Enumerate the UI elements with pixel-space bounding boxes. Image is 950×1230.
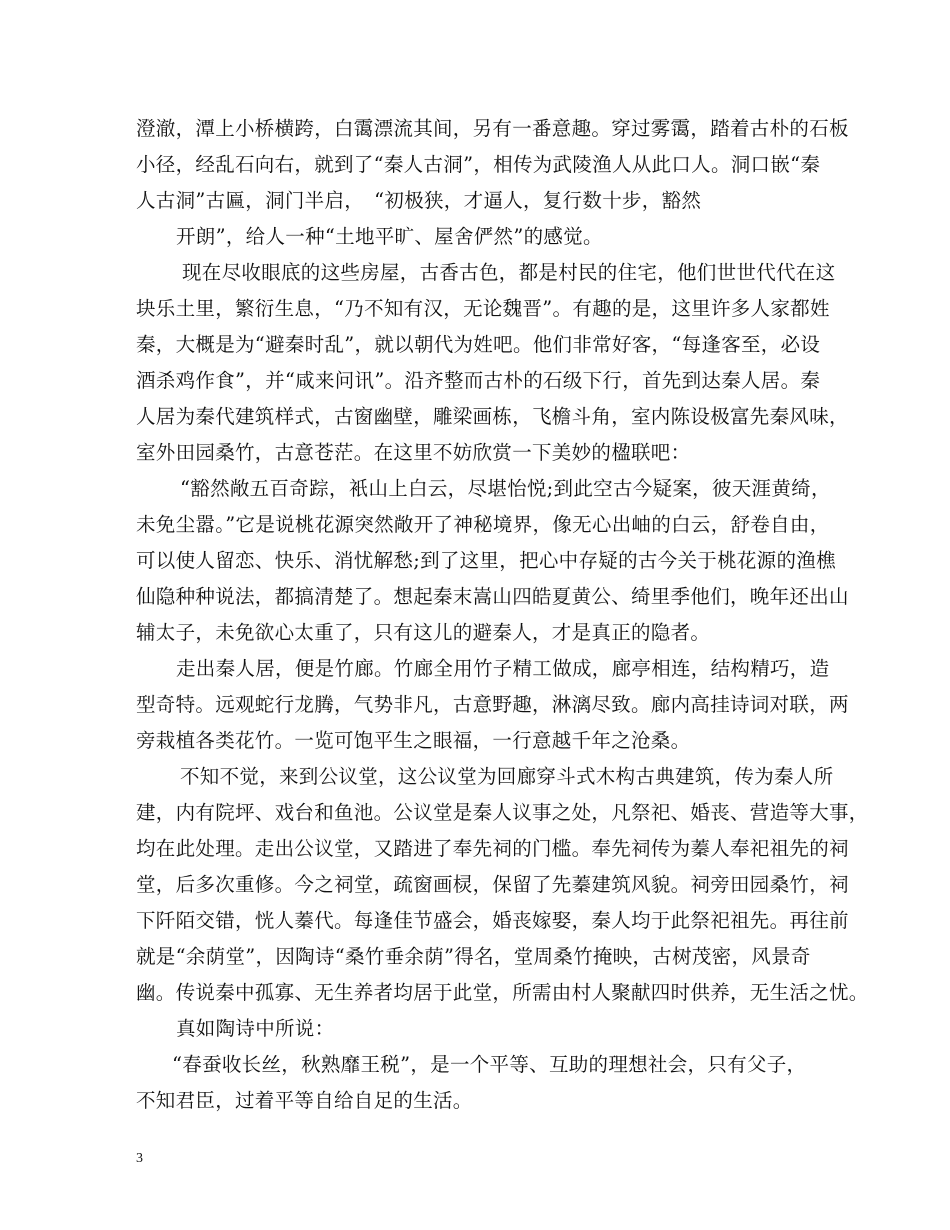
text-line: 不知不觉，来到公议堂，这公议堂为回廊穿斗式木构古典建筑，传为秦人所 [180,765,834,788]
text-line: 就是“余荫堂”，因陶诗“桑竹垂余荫”得名，堂周桑竹掩映，古树茂密，风景奇 [136,945,811,968]
text-line: 酒杀鸡作食”，并“咸来问讯”。沿齐整而古朴的石级下行，首先到达秦人居。秦 [136,369,821,392]
text-line: 可以使人留恋、快乐、消忧解愁;到了这里，把心中存疑的古今关于桃花源的渔樵 [136,549,836,572]
text-line: 秦，大概是为“避秦时乱”，就以朝代为姓吧。他们非常好客，“每逢客至，必设 [136,333,821,356]
text-line: 室外田园桑竹，古意苍茫。在这里不妨欣赏一下美妙的楹联吧： [136,441,691,464]
text-line: 旁栽植各类花竹。一览可饱平生之眼福，一行意越千年之沧桑。 [136,729,691,752]
text-line: 未免尘嚣。”它是说桃花源突然敞开了神秘境界，像无心出岫的白云，舒卷自由， [136,513,830,536]
text-line: 现在尽收眼底的这些房屋，古香古色，都是村民的住宅，他们世世代代在这 [182,261,836,284]
text-line: 仙隐种种说法，都搞清楚了。想起秦末嵩山四皓夏黄公、绮里季他们，晚年还出山 [136,585,849,608]
text-line: 澄澈，潭上小桥横跨，白霭漂流其间，另有一番意趣。穿过雾霭，踏着古朴的石板 [136,117,849,140]
text-line: 堂，后多次重修。今之祠堂，疏窗画棂，保留了先蓁建筑风貌。祠旁田园桑竹，祠 [136,873,849,896]
text-line: 下阡陌交错，恍人蓁代。每逢佳节盛会，婚丧嫁娶，秦人均于此祭祀祖先。再往前 [136,909,849,932]
text-line: 块乐土里，繁衍生息，“乃不知有汉，无论魏晋”。有趣的是，这里许多人家都姓 [136,297,830,320]
text-line: 不知君臣，过着平等自给自足的生活。 [136,1089,473,1112]
text-line: 真如陶诗中所说： [176,1017,335,1040]
text-line: “春蚕收长丝，秋熟靡王税”，是一个平等、互助的理想社会，只有父子， [172,1053,807,1076]
text-line: 人古洞”古匾，洞门半启， “初极狭，才逼人，复行数十步，豁然 [136,189,702,212]
text-line: 型奇特。远观蛇行龙腾，气势非凡，古意野趣，淋漓尽致。廊内高挂诗词对联，两 [136,693,849,716]
text-line: 开朗”，给人一种“土地平旷、屋舍俨然”的感觉。 [176,225,603,248]
text-line: 人居为秦代建筑样式，古窗幽壁，雕梁画栋，飞檐斗角，室内陈设极富先秦风味， [136,405,849,428]
text-line: “豁然敞五百奇踪，衹山上白云，尽堪怡悦;到此空古今疑案，彼天涯黄绮， [180,477,831,500]
text-line: 均在此处理。走出公议堂，又踏进了奉先祠的门槛。奉先祠传为蓁人奉祀祖先的祠 [136,837,849,860]
text-line: 走出秦人居，便是竹廊。竹廊全用竹子精工做成，廊亭相连，结构精巧，造 [176,657,830,680]
text-line: 辅太子，未免欲心太重了，只有这儿的避秦人，才是真正的隐者。 [136,621,711,644]
page-number: 3 [136,1151,143,1166]
text-line: 幽。传说秦中孤寡、无生养者均居于此堂，所需由村人聚献四时供养，无生活之忧。 [136,981,869,1004]
text-line: 建，内有院坪、戏台和鱼池。公议堂是秦人议事之处，凡祭祀、婚丧、营造等大事， [136,801,869,824]
text-line: 小径，经乱石向右，就到了“秦人古洞”，相传为武陵渔人从此口人。洞口嵌“秦 [136,153,821,176]
